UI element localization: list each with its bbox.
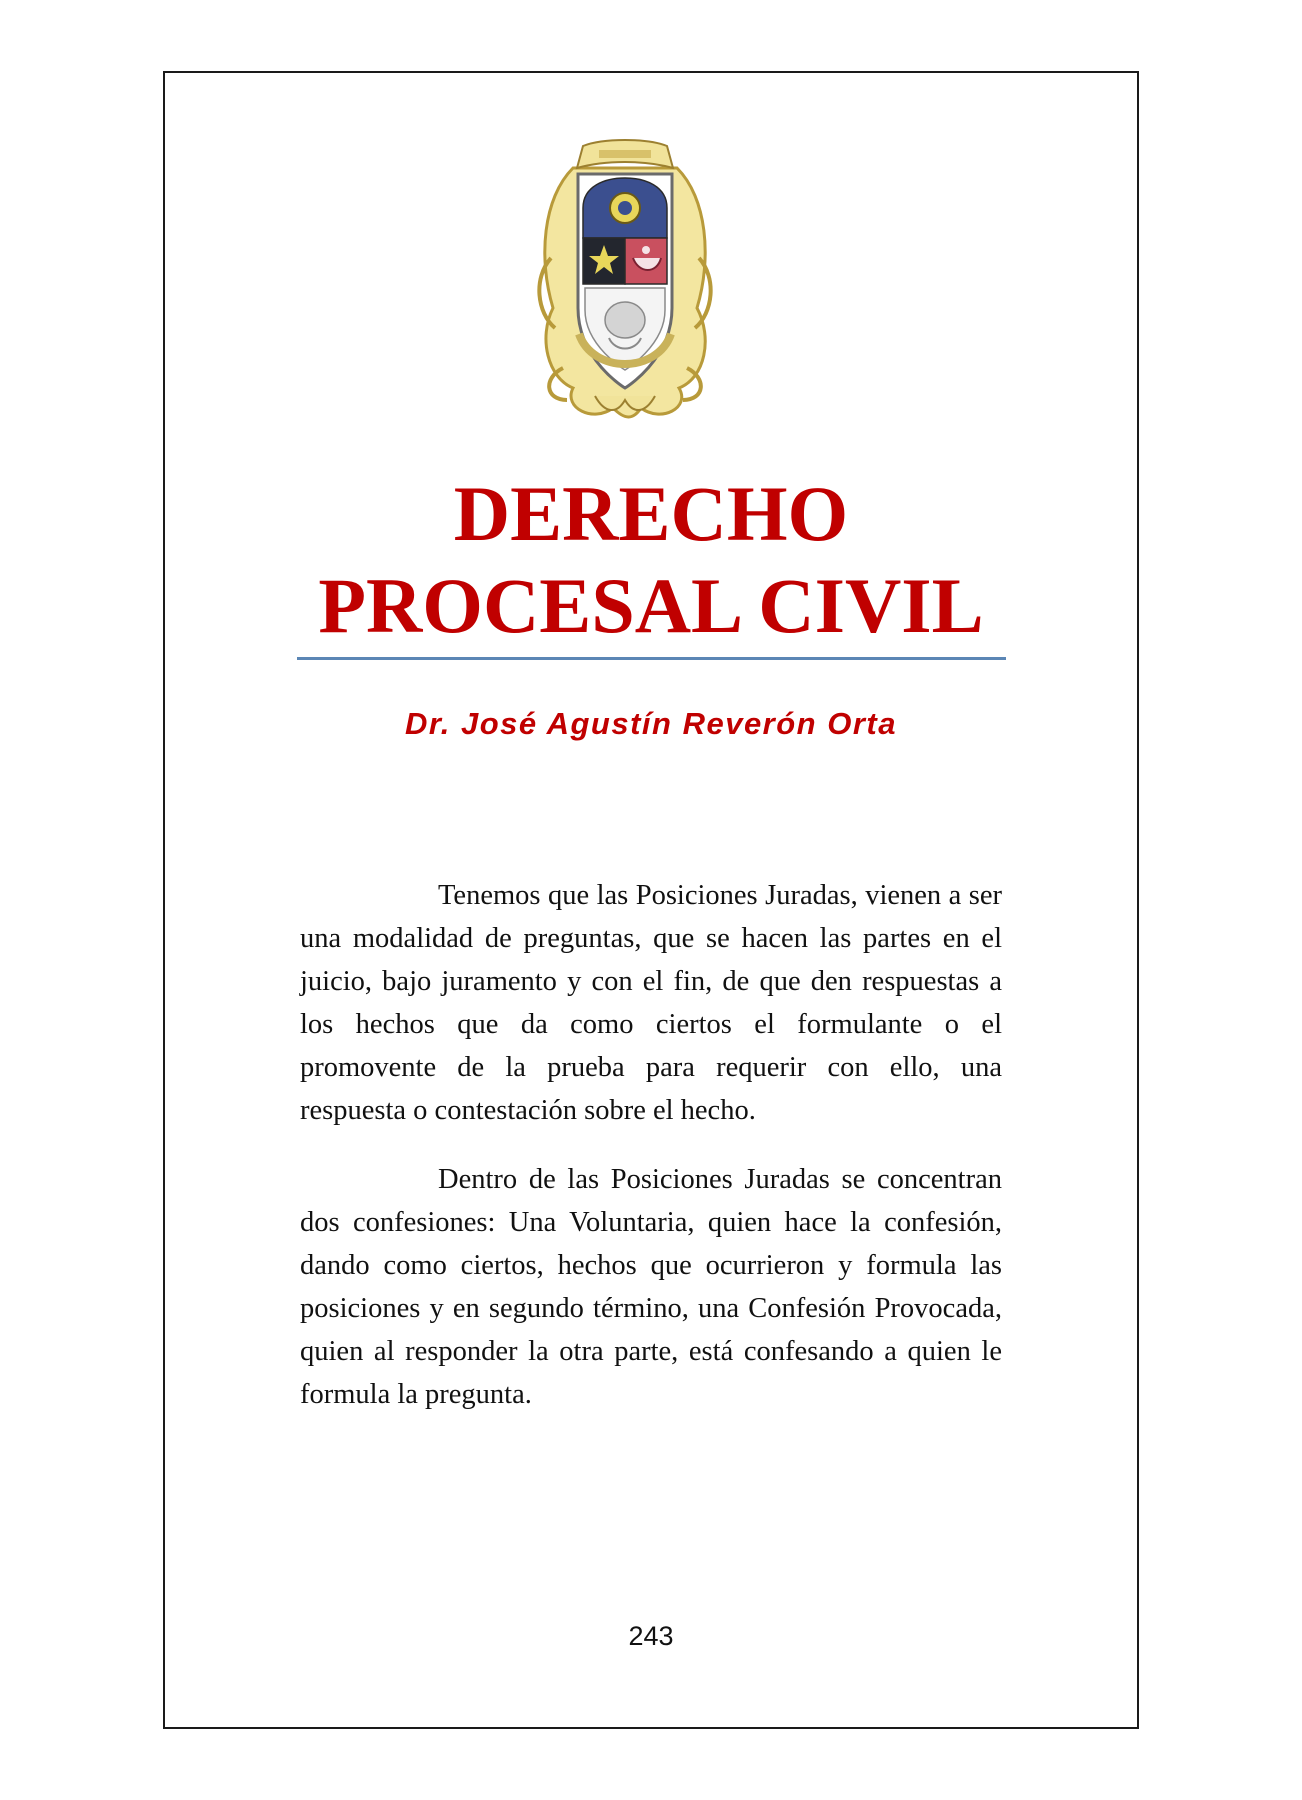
paragraph-2: Dentro de las Posiciones Juradas se concentran dos confesiones: Una Voluntaria, quien hace la confesión, dando como ciertos, hechos que ocurrieron y formula las posiciones y en segundo término, una Confesión Provocada, quien al responder la otra parte, está confesando a quien le formula la pregunta. — [300, 1164, 1002, 1410]
page-number: 243 — [628, 1621, 674, 1651]
document-title — [298, 468, 1004, 652]
title-line-1: DERECHO — [453, 470, 849, 557]
body-text — [300, 874, 1002, 1442]
paragraph-1: Tenemos que las Posiciones Juradas, vienen a ser una modalidad de preguntas, que se hacen las partes en el juicio, bajo juramento y con el fin, de que den respuestas a los hechos que da como ciertos el formulante o el promovente de la prueba para requerir con ello, una respuesta o contestación sobre el hecho. — [300, 880, 1002, 1126]
coat-of-arms-icon — [533, 138, 717, 424]
author-name: Dr. José Agustín Reverón Orta — [405, 706, 897, 741]
title-divider — [297, 657, 1006, 660]
title-line-2: PROCESAL CIVIL — [318, 562, 984, 649]
